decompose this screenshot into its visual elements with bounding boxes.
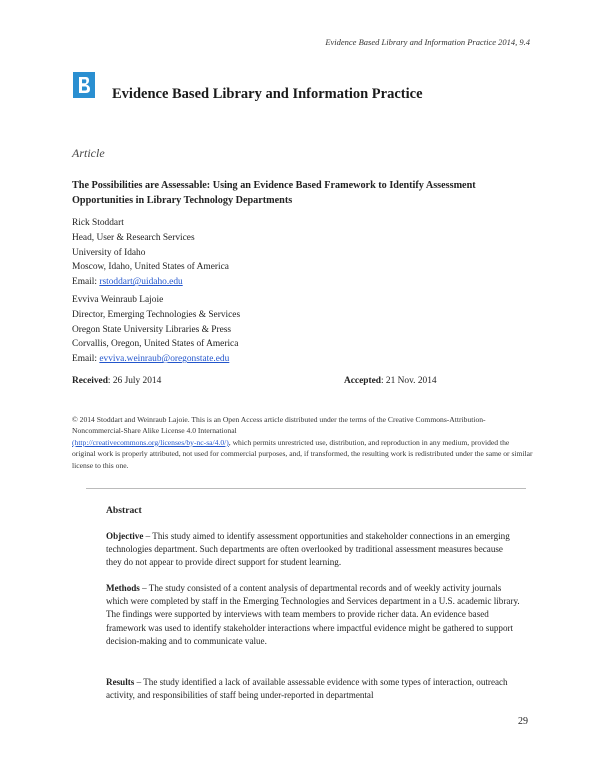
journal-name: Evidence Based Library and Information Practice [112,86,423,102]
objective-text: – This study aimed to identify assessment opportunities and stakeholder connections in an emerging technologies department. Such departments are often overlooked by traditional assessment measures because they do not appear to provide direct support for student learning. [106,531,510,568]
author-role: Director, Emerging Technologies & Services [72,309,241,320]
received-value: : 26 July 2014 [107,376,162,386]
author-location: Corvallis, Oregon, United States of America [72,339,239,350]
article-type-label: Article [72,146,105,160]
author-block-1 [72,216,372,290]
objective-label: Objective [106,531,144,541]
accepted-value: : 21 Nov. 2014 [380,376,437,386]
author-email-line [72,275,372,290]
author-email-line [72,352,372,367]
abstract-results [106,676,520,702]
author-role: Head, User & Research Services [72,232,195,243]
author-email-link[interactable]: rstoddart@uidaho.edu [99,277,183,288]
journal-logo [73,72,95,98]
license-text-pre: © 2014 Stoddart and Weinraub Lajoie. This is an Open Access article distributed under the terms of the Creative Commons‐Attribution‐Noncommercial‐Share Alike License 4.0 International [72,415,486,436]
email-label: Email: [72,354,100,365]
author-name: Rick Stoddart [72,218,124,228]
article-title: The Possibilities are Assessable: Using an Evidence Based Framework to Identify Assessment Opportunities in Library Technology Departments [72,180,476,206]
received-label: Received [72,376,108,386]
running-head: Evidence Based Library and Information Practice 2014, 9.4 [325,37,530,47]
journal-logo-icon [76,75,92,95]
methods-text: – The study consisted of a content analysis of departmental records and of weekly activity journals which were completed by staff in the Emerging Technologies and Services department in a U.S. academic library. The findings were supported by interviews with team members to provide richer data. An evidence based framework was used to identify stakeholder interactions where impactful evidence might be gathered to support decision-making and to communicate value. [106,583,520,646]
accepted-label: Accepted [344,376,381,386]
abstract-divider [86,488,526,489]
methods-label: Methods [106,583,140,593]
author-institution: Oregon State University Libraries & Press [72,324,232,335]
results-label: Results [106,677,135,687]
author-location: Moscow, Idaho, United States of America [72,262,229,273]
abstract-methods [106,582,520,648]
author-name: Evviva Weinraub Lajoie [72,295,164,305]
author-email-link[interactable]: evviva.weinraub@oregonstate.edu [99,354,230,365]
results-text: – The study identified a lack of available assessable evidence with some types of interaction, outreach activity, and responsibilities of staff being under-reported in departmental [106,677,508,701]
accepted-date [344,376,437,386]
license-text-post: , which permits unrestricted use, distribution, and reproduction in any medium, provided the original work is properly attributed, not used for commercial purposes, and, if transformed, the resulting work is redistributed under the same or similar license to this one. [72,437,533,470]
email-label: Email: [72,277,100,288]
author-block-2 [72,293,372,367]
received-date [72,376,161,386]
author-institution: University of Idaho [72,247,146,258]
license-link[interactable]: (http://creativecommons.org/licenses/by-nc-sa/4.0/) [72,437,229,447]
abstract-objective [106,530,520,570]
abstract-heading: Abstract [106,505,142,516]
page-number: 29 [518,716,528,727]
license-statement [72,414,534,471]
